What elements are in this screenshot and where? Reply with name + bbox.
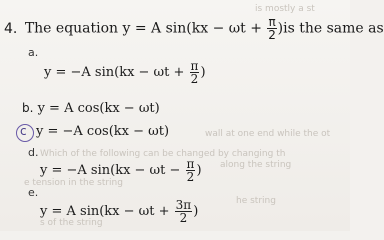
option-a-fraction bbox=[190, 60, 200, 85]
option-d[interactable] bbox=[40, 158, 202, 183]
option-c[interactable] bbox=[36, 124, 169, 139]
option-b-text: y = A cos(kx − ωt) bbox=[37, 101, 160, 116]
option-a-label: a. bbox=[28, 46, 39, 59]
option-a-post: ) bbox=[200, 65, 206, 80]
option-e-label: e. bbox=[28, 186, 39, 199]
option-c-text: y = −A cos(kx − ωt) bbox=[36, 124, 170, 139]
option-b[interactable] bbox=[22, 101, 160, 116]
option-d-post: ) bbox=[196, 163, 202, 178]
faint-text: along the string bbox=[220, 160, 292, 170]
question-number: 4. bbox=[4, 20, 18, 37]
fraction-numerator: 3π bbox=[175, 198, 192, 212]
fraction-numerator: π bbox=[190, 59, 199, 73]
fraction-denominator: 2 bbox=[268, 28, 276, 42]
question-suffix: )is the same as bbox=[277, 20, 384, 37]
faint-text: is mostly a st bbox=[255, 4, 315, 14]
option-c-label: c bbox=[20, 124, 27, 138]
faint-text: e tension in the string bbox=[24, 178, 123, 188]
option-e-pre: y = A sin(kx − ωt + bbox=[40, 204, 174, 219]
option-b-label: b. bbox=[22, 101, 34, 115]
option-d-label: d. bbox=[28, 146, 39, 159]
question-stem bbox=[4, 16, 384, 41]
option-d-pre: y = −A sin(kx − ωt − bbox=[40, 163, 185, 178]
option-e[interactable] bbox=[40, 199, 198, 224]
question-prefix: The equation y = A sin(kx − ωt + bbox=[24, 20, 267, 37]
faint-text: Which of the following can be changed by changing th bbox=[40, 149, 286, 159]
faint-text: wall at one end while the ot bbox=[205, 129, 331, 139]
option-a[interactable] bbox=[44, 60, 206, 85]
fraction-denominator: 2 bbox=[186, 170, 195, 184]
faint-text: he string bbox=[236, 196, 276, 206]
fraction-numerator: π bbox=[186, 157, 195, 171]
fraction-numerator: π bbox=[268, 15, 276, 29]
option-d-fraction bbox=[186, 158, 196, 183]
option-a-pre: y = −A sin(kx − ωt + bbox=[44, 65, 189, 80]
fraction-denominator: 2 bbox=[190, 72, 199, 86]
option-e-post: ) bbox=[193, 204, 199, 219]
option-e-fraction bbox=[175, 199, 193, 224]
faint-text: s of the string bbox=[40, 218, 103, 228]
question-fraction bbox=[267, 16, 276, 41]
fraction-denominator: 2 bbox=[179, 211, 188, 225]
